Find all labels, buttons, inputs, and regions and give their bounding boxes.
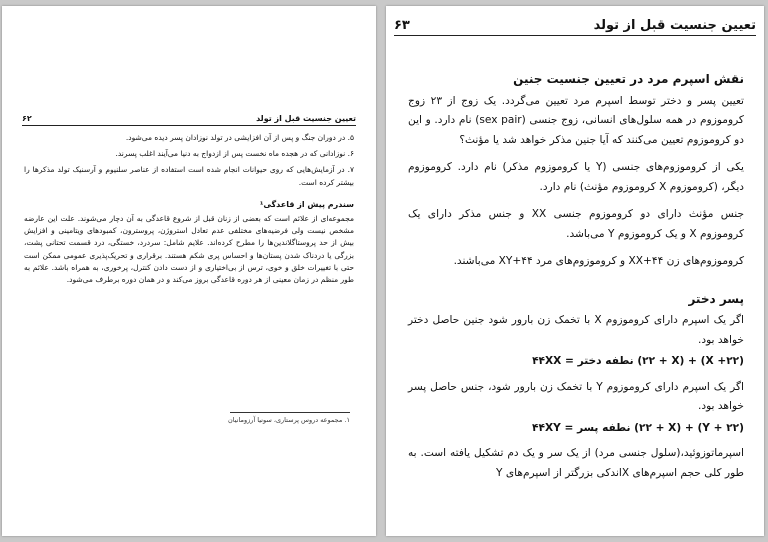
section-heading: نقش اسپرم مرد در تعیین جنسیت جنین (513, 72, 744, 86)
body-paragraph: اگر یک اسپرم دارای کروموزوم Y با تخمک زن بارور شود، جنس حاصل پسر خواهد بود. (408, 380, 744, 412)
running-title: تعیین جنسیت قبل از تولد (256, 114, 356, 123)
running-title: تعیین جنسیت قبل از تولد (593, 18, 756, 33)
right-page (386, 6, 764, 536)
page-number: ۶۳ (394, 18, 410, 33)
page-header (22, 114, 356, 126)
body-paragraph: اسپرماتوزوئید،(سلول جنسی مرد) از یک سر و یک دم تشکیل یافته است. به طور کلی حجم اسپرم‌های Xاندکی بزرگتر از اسپرم‌های Y (408, 447, 744, 479)
left-page (2, 6, 376, 536)
formula-boy: (۲۲ + Y) + (۲۲ + X) نطفه پسر = ۴۴XY (532, 421, 744, 434)
footnote-rule (230, 412, 350, 413)
body-paragraph: تعیین پسر و دختر توسط اسپرم مرد تعیین می‌گردد. یک زوج از ۲۳ زوج کروموزوم در همه سلول‌های انسانی، زوج جنسی (sex pair) نام دارد. و این دو کروموزوم تعیین می‌کنند که آیا جنین مذکر خواهد شد یا مؤنث؟ (408, 94, 744, 146)
page-number: ۶۲ (22, 114, 32, 123)
body-paragraph: اگر یک اسپرم دارای کروموزوم X با تخمک زن بارور شود جنین حاصل دختر خواهد بود. (408, 314, 744, 346)
body-paragraph: کروموزوم‌های زن ۴۴+XX و کروموزوم‌های مرد ۴۴+XY می‌باشند. (453, 255, 744, 267)
page-body (408, 70, 744, 483)
section-subheading: پسر دختر (688, 291, 744, 306)
page-header (394, 18, 756, 36)
footnote: ۱. مجموعه دروس پرستاری، سونیا آرزومانیان (227, 416, 350, 424)
body-paragraph: مجموعه‌ای از علائم است که بعضی از زنان قبل از شروع قاعدگی به آن دچار می‌شوند. علت این عارضه مشخص نیست ولی فرضیه‌های مختلفی عدم تعادل استروژن، پروسترون، کمبودهای ویتامینی و افزایش بیش از حد پروستاگلاندین‌ها را مطرح کرده‌اند. علایم شامل: سردرد، خستگی، درد قسمت تحتانی پشت، بزرگی یا دردناک شدن پستان‌ها و احساس پری شکم هستند. برقراری و تحریک‌پذیری عمومی ممکن است حتی با تغییرات خلق و خوی، ترس از بی‌اختیاری و از دست دادن کنترل، پرخوری، به همراه باشد. علائم به طور منظم در زمان معینی از هر دوره قاعدگی بروز می‌کند و در همان دوره برطرف می‌شود. (24, 214, 354, 285)
body-paragraph: یکی از کروموزوم‌های جنسی (Y یا کروموزوم مذکر) نام دارد. کروموزوم دیگر، (کروموزوم X کروموزوم مؤنث) نام دارد. (408, 161, 744, 193)
formula-girl: (۲۲+ X) + (۲۲ + X) نطفه دختر = ۴۴XX (532, 355, 744, 367)
page-body (24, 132, 354, 286)
list-item: ۵. در دوران جنگ و پس از آن افزایشی در تولد نوزادان پسر دیده می‌شود. (125, 133, 354, 142)
list-item: ۷. در آزمایش‌هایی که روی حیوانات انجام شده است استفاده از عناصر سلنیوم و آرسنیک تولد مذکرها را بیشتر کرده است. (24, 165, 354, 187)
body-paragraph: جنس مؤنث دارای دو کروموزوم جنسی XX و جنس مذکر دارای یک کروموزوم X و یک کروموزوم Y می‌باشد. (408, 208, 744, 240)
section-subheading: سندرم پیش از قاعدگی¹ (259, 199, 354, 209)
list-item: ۶. نوزادانی که در هجده ماه نخست پس از ازدواج به دنیا می‌آیند اغلب پسرند. (115, 149, 354, 159)
